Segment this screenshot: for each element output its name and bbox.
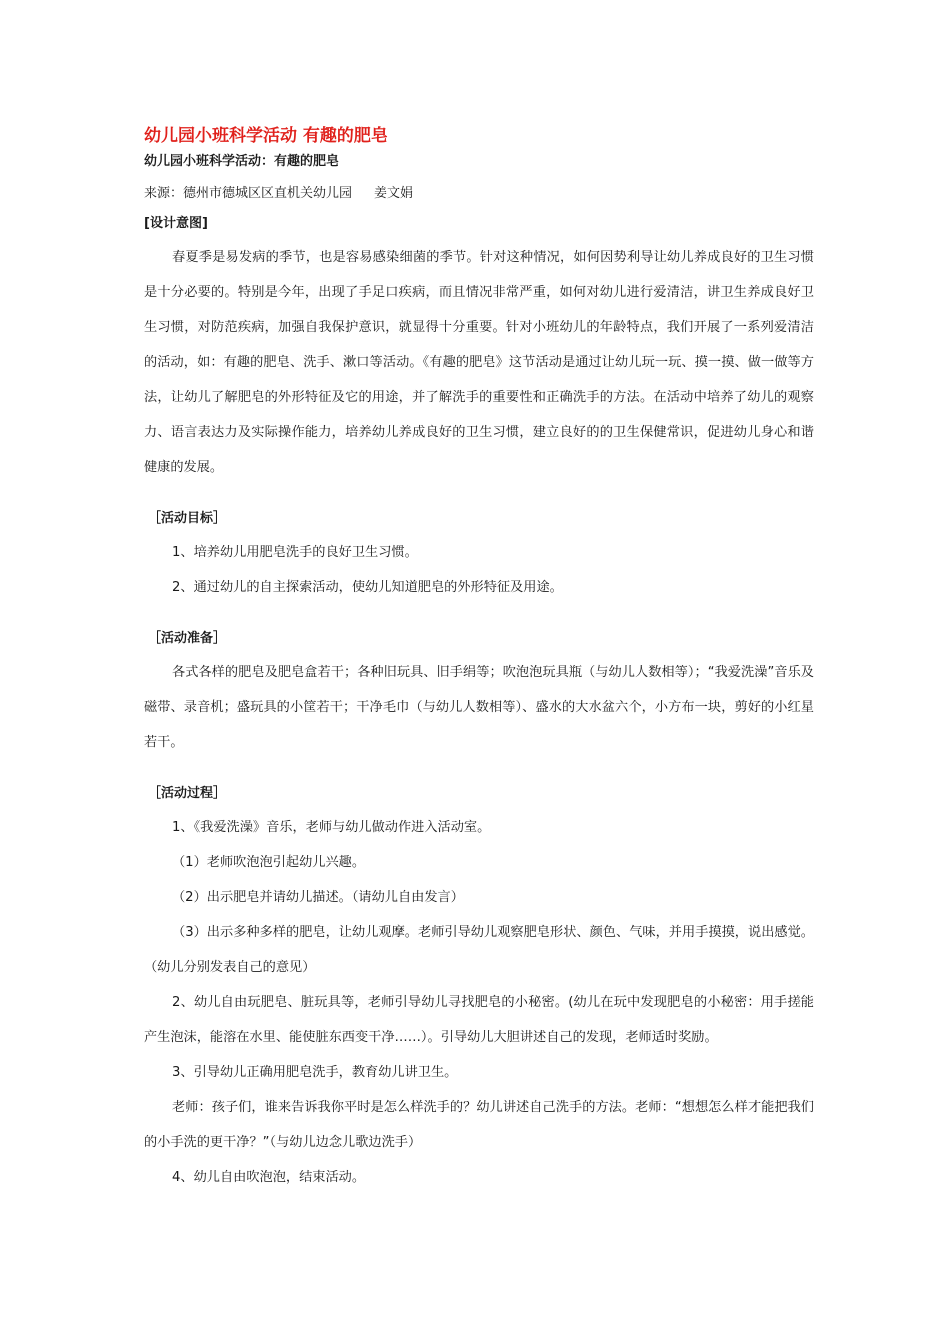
- goals-heading: ［活动目标］: [148, 511, 227, 526]
- source-line: [144, 184, 814, 204]
- process-step: 3、引导幼儿正确用肥皂洗手，教育幼儿讲卫生。: [172, 1065, 458, 1080]
- document-subtitle: 幼儿园小班科学活动：有趣的肥皂: [144, 154, 340, 169]
- process-substep: （2）出示肥皂并请幼儿描述。（请幼儿自由发言）: [172, 890, 464, 905]
- goal-item: 1、培养幼儿用肥皂洗手的良好卫生习惯。: [172, 545, 418, 560]
- process-substep: （3）出示多种多样的肥皂，让幼儿观摩。老师引导幼儿观察肥皂形状、颜色、气味，并用手摸摸，说出感觉。（幼儿分别发表自己的意见）: [144, 925, 814, 975]
- prep-heading: ［活动准备］: [148, 631, 227, 646]
- process-step: 2、幼儿自由玩肥皂、脏玩具等，老师引导幼儿寻找肥皂的小秘密。(幼儿在玩中发现肥皂的小秘密：用手搓能产生泡沫，能溶在水里、能使脏东西变干净……）。引导幼儿大胆讲述自己的发现，老师适时奖励。: [144, 995, 814, 1045]
- document-title: 幼儿园小班科学活动 有趣的肥皂: [144, 126, 388, 146]
- document-page: [144, 124, 814, 1195]
- process-step: 1、《我爱洗澡》音乐，老师与幼儿做动作进入活动室。: [172, 820, 491, 835]
- process-heading: ［活动过程］: [148, 786, 227, 801]
- design-paragraph: 春夏季是易发病的季节，也是容易感染细菌的季节。针对这种情况，如何因势利导让幼儿养成良好的卫生习惯是十分必要的。特别是今年，出现了手足口疾病，而且情况非常严重，如何对幼儿进行爱清洁，讲卫生养成良好卫生习惯，对防范疾病，加强自我保护意识，就显得十分重要。针对小班幼儿的年龄特点，我们开展了一系列爱清洁的活动，如：有趣的肥皂、洗手、漱口等活动。《有趣的肥皂》这节活动是通过让幼儿玩一玩、摸一摸、做一做等方法，让幼儿了解肥皂的外形特征及它的用途，并了解洗手的重要性和正确洗手的方法。在活动中培养了幼儿的观察力、语言表达力及实际操作能力，培养幼儿养成良好的卫生习惯，建立良好的的卫生保健常识，促进幼儿身心和谐健康的发展。: [144, 250, 814, 475]
- source-label: 来源：德州市德城区区直机关幼儿园: [144, 186, 353, 201]
- goal-item: 2、通过幼儿的自主探索活动，使幼儿知道肥皂的外形特征及用途。: [172, 580, 563, 595]
- process-substep: （1）老师吹泡泡引起幼儿兴趣。: [172, 855, 366, 870]
- prep-paragraph: 各式各样的肥皂及肥皂盒若干；各种旧玩具、旧手绢等；吹泡泡玩具瓶（与幼儿人数相等）；“我爱洗澡”音乐及磁带、录音机；盛玩具的小筐若干；干净毛巾（与幼儿人数相等）、盛水的大水盆六个，小方布一块，剪好的小红星若干。: [144, 665, 814, 750]
- process-dialogue: 老师：孩子们，谁来告诉我你平时是怎么样洗手的？幼儿讲述自己洗手的方法。老师：“想想怎么样才能把我们的小手洗的更干净？”（与幼儿边念儿歌边洗手）: [144, 1100, 814, 1150]
- process-step: 4、幼儿自由吹泡泡，结束活动。: [172, 1170, 366, 1185]
- author-name: 姜文娟: [374, 186, 414, 201]
- design-heading: [设计意图]: [144, 216, 208, 231]
